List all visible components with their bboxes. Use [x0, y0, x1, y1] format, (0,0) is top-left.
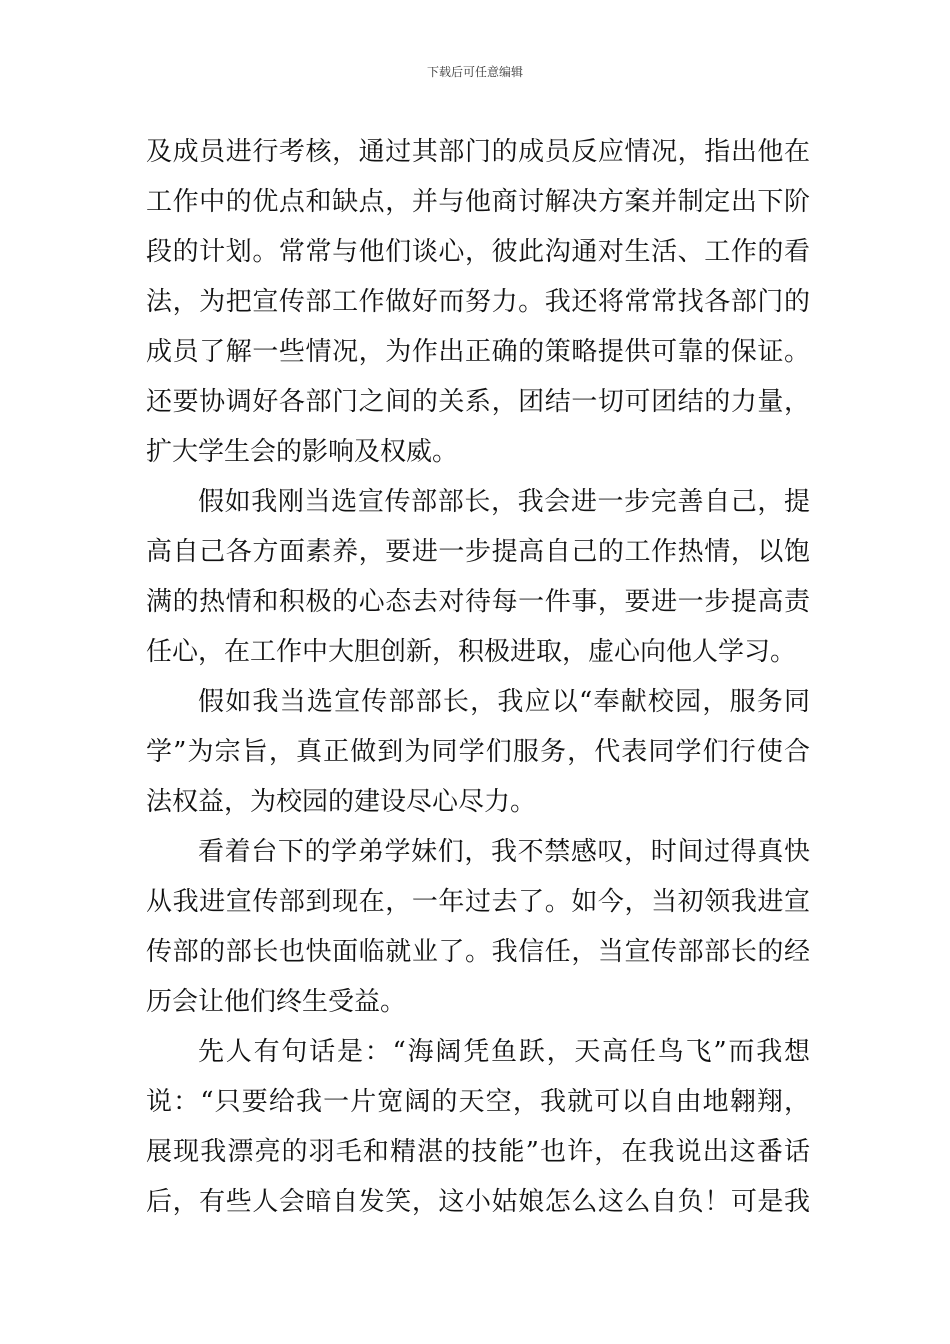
text-line: 假如我刚当选宣传部部长，我会进一步完善自己，提: [198, 487, 810, 517]
text-line: 学”为宗旨，真正做到为同学们服务，代表同学们行使合: [146, 737, 810, 767]
text-line: 从我进宣传部到现在，一年过去了。如今，当初领我进宣: [146, 887, 810, 917]
text-line: 看着台下的学弟学妹们，我不禁感叹，时间过得真快: [198, 837, 810, 867]
text-line: 满的热情和积极的心态去对待每一件事，要进一步提高责: [146, 587, 810, 617]
text-line: 传部的部长也快面临就业了。我信任，当宣传部部长的经: [146, 937, 810, 967]
text-line: 展现我漂亮的羽毛和精湛的技能”也许，在我说出这番话: [146, 1137, 810, 1167]
text-line: 法，为把宣传部工作做好而努力。我还将常常找各部门的: [146, 287, 810, 317]
text-line: 扩大学生会的影响及权威。: [146, 437, 459, 467]
text-line: 成员了解一些情况，为作出正确的策略提供可靠的保证。: [146, 337, 810, 367]
text-line: 法权益，为校园的建设尽心尽力。: [146, 787, 537, 817]
text-line: 历会让他们终生受益。: [146, 987, 407, 1017]
text-line: 段的计划。常常与他们谈心，彼此沟通对生活、工作的看: [146, 237, 810, 267]
text-line: 任心，在工作中大胆创新，积极进取，虚心向他人学习。: [146, 637, 797, 667]
page-header: 下载后可任意编辑: [426, 65, 523, 79]
text-line: 假如我当选宣传部部长，我应以“奉献校园，服务同: [198, 687, 810, 717]
text-line: 先人有句话是：“海阔凭鱼跃，天高任鸟飞”而我想: [198, 1037, 810, 1067]
text-line: 工作中的优点和缺点，并与他商讨解决方案并制定出下阶: [146, 187, 810, 217]
text-line: 还要协调好各部门之间的关系，团结一切可团结的力量，: [146, 387, 810, 417]
text-line: 后，有些人会暗自发笑，这小姑娘怎么这么自负！可是我: [146, 1187, 810, 1217]
text-line: 高自己各方面素养，要进一步提高自己的工作热情，以饱: [146, 537, 810, 567]
text-line: 说：“只要给我一片宽阔的天空，我就可以自由地翱翔，: [146, 1087, 810, 1117]
text-line: 及成员进行考核，通过其部门的成员反应情况，指出他在: [146, 137, 810, 167]
